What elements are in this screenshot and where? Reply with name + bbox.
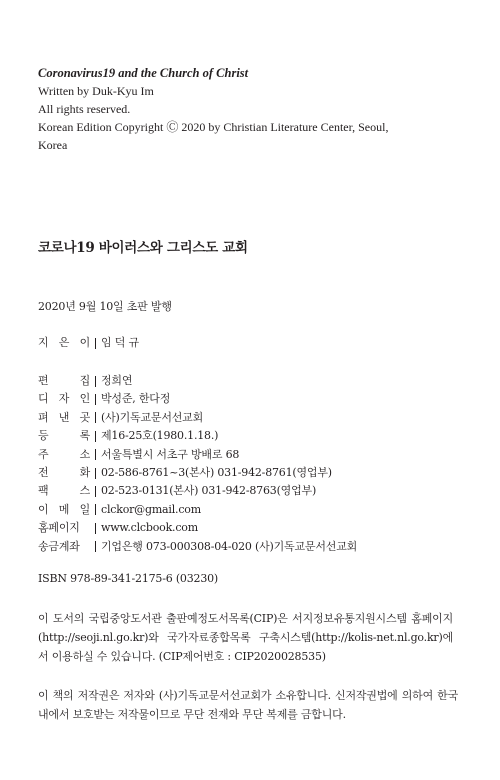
separator bbox=[95, 431, 96, 442]
credit-row bbox=[38, 464, 357, 482]
credits-list bbox=[38, 372, 357, 556]
credit-label: 송금계좌 bbox=[38, 539, 80, 553]
credit-row bbox=[38, 409, 357, 427]
english-line: Korea bbox=[38, 138, 68, 152]
credit-label: 팩 스 bbox=[38, 484, 90, 498]
credit-label: 이 메 일 bbox=[38, 502, 90, 516]
author-value: 임 덕 규 bbox=[101, 336, 139, 349]
credit-row bbox=[38, 390, 357, 408]
credit-row bbox=[38, 538, 357, 556]
credit-row bbox=[38, 372, 357, 390]
english-credits bbox=[38, 82, 388, 154]
rights-notice: 이 책의 저작권은 저자와 (사)기독교문서선교회가 소유합니다. 신저작권법에 의하여 한국 내에서 보호받는 저작물이므로 무단 전재와 무단 복제를 금합니다. bbox=[38, 689, 458, 721]
credit-label: 등 록 bbox=[38, 429, 90, 443]
cip-notice: 이 도서의 국립중앙도서관 출판예정도서목록(CIP)은 서지정보유통지원시스템 홈페이지(http://seoji.nl.go.kr)와 국가자료종합목록 구축시스템(http://kolis-net.nl.go.kr)에서 이용하실 수 있습니다. (CIP제어번호 : CIP2020028535) bbox=[38, 612, 453, 663]
english-line: All rights reserved. bbox=[38, 102, 131, 116]
separator bbox=[95, 394, 96, 405]
credit-label: 디 자 인 bbox=[38, 392, 90, 406]
credit-value: 02-586-8761~3(본사) 031-942-8761(영업부) bbox=[101, 465, 332, 479]
isbn: ISBN 978-89-341-2175-6 (03230) bbox=[38, 572, 219, 585]
credit-value: 서울특별시 서초구 방배로 68 bbox=[101, 447, 240, 461]
credit-value: 박성준, 한다정 bbox=[101, 392, 171, 406]
credit-row bbox=[38, 519, 357, 537]
credit-row bbox=[38, 482, 357, 500]
credit-value: 기업은행 073-000308-04-020 (사)기독교문서선교회 bbox=[101, 539, 358, 553]
korean-title: 코로나19 바이러스와 그리스도 교회 bbox=[38, 240, 248, 256]
separator bbox=[95, 523, 96, 534]
separator bbox=[95, 468, 96, 479]
credit-label: 홈페이지 bbox=[38, 521, 80, 535]
credit-label: 펴 낸 곳 bbox=[38, 410, 90, 424]
credit-value: 정희연 bbox=[101, 374, 133, 387]
credit-value: (사)기독교문서선교회 bbox=[101, 410, 204, 424]
separator bbox=[95, 449, 96, 460]
separator bbox=[95, 486, 96, 497]
english-title: Coronavirus19 and the Church of Christ bbox=[38, 66, 249, 80]
separator bbox=[95, 412, 96, 423]
credit-label: 편 집 bbox=[38, 374, 90, 387]
credit-value: 02-523-0131(본사) 031-942-8763(영업부) bbox=[101, 484, 317, 498]
credit-label: 주 소 bbox=[38, 447, 90, 461]
english-line: Written by Duk-Kyu Im bbox=[38, 84, 154, 98]
separator bbox=[95, 504, 96, 515]
author-label: 지 은 이 bbox=[38, 336, 90, 349]
credit-row bbox=[38, 446, 357, 464]
credit-label: 전 화 bbox=[38, 465, 90, 479]
credit-value: 제16-25호(1980.1.18.) bbox=[101, 429, 219, 443]
credit-row bbox=[38, 501, 357, 519]
credit-value: www.clcbook.com bbox=[101, 521, 198, 535]
author-row bbox=[38, 334, 139, 352]
credit-value: clckor@gmail.com bbox=[101, 502, 201, 516]
separator bbox=[95, 541, 96, 552]
separator bbox=[95, 376, 96, 387]
credit-row bbox=[38, 427, 357, 445]
separator bbox=[95, 338, 96, 349]
publication-date: 2020년 9월 10일 초판 발행 bbox=[38, 300, 172, 313]
english-line: Korean Edition Copyright Ⓒ 2020 by Christian Literature Center, Seoul, bbox=[38, 120, 389, 134]
